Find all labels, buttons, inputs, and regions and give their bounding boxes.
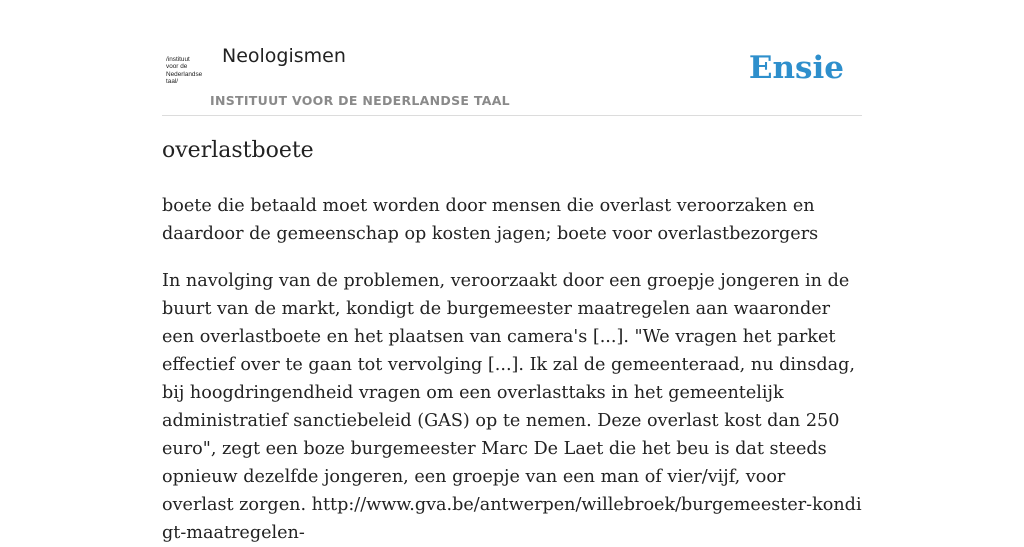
entry-quote bbox=[162, 267, 862, 547]
entry-definition: boete die betaald moet worden door mensen die overlast veroorzaken en daardoor de gemeenschap op kosten jagen; boete voor overlastbezorgers bbox=[162, 196, 819, 244]
source-link[interactable]: http://www.gva.be/antwerpen/willebroek/burgemeester-kondigt-maatregelen- bbox=[162, 495, 862, 543]
entry-word: overlastboete bbox=[162, 138, 314, 163]
ensie-brand-link[interactable]: Ensie bbox=[748, 50, 844, 86]
logo-line: taal/ bbox=[166, 78, 179, 86]
logo-line: voor de bbox=[166, 63, 188, 71]
site-title[interactable]: Neologismen bbox=[222, 45, 346, 67]
ivdnt-logo[interactable] bbox=[166, 56, 208, 90]
logo-line: Nederlandse bbox=[166, 70, 203, 78]
content-container bbox=[162, 0, 862, 543]
publisher-subtitle: INSTITUUT VOOR DE NEDERLANDSE TAAL bbox=[210, 93, 510, 108]
site-header bbox=[162, 0, 862, 116]
quote-text: In navolging van de problemen, veroorzaakt door een groepje jongeren in de buurt van de markt, kondigt de burgemeester maatregelen aan waaronder een overlastboete en het plaatsen van camera's [...]. "We vragen het parket effectief over te gaan tot vervolging [...]. Ik zal de gemeenteraad, nu dinsdag, bij hoogdringendheid vragen om een overlasttaks in het gemeentelijk administratief sanctiebeleid (GAS) op te nemen. Deze overlast kost dan 250 euro", zegt een boze burgemeester Marc De Laet die het beu is dat steeds opnieuw dezelfde jongeren, een groepje van een man of vier/vijf, voor overlast zorgen. bbox=[162, 271, 855, 515]
logo-line: /instituut bbox=[166, 56, 190, 63]
